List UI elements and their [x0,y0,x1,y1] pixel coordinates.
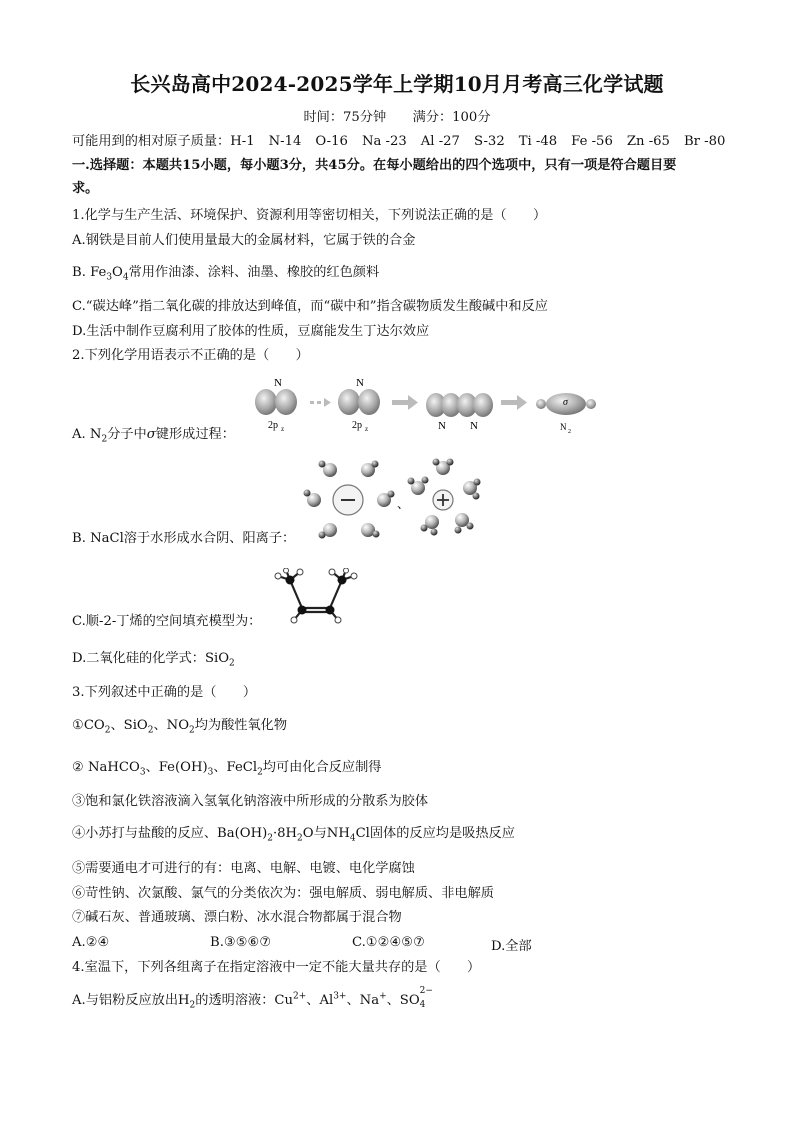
q4-a-mid: 的透明溶液：Cu [195,993,293,1008]
fig-label: N [560,422,567,432]
sigma-small-lobe [536,399,546,409]
q3-s2-sub: 3 [139,767,146,778]
q3-statement-6: ⑥苛性钠、次氯酸、氯气的分类依次为：强电解质、弱电解质、非电解质 [72,886,494,901]
q3-s2-part: 、FeCl [213,760,258,775]
q3-statement-2 [72,760,381,776]
q3-s1-part: 、NO [153,718,190,733]
mass-item: H-1 [230,134,255,149]
hydrogen-atom [275,573,281,579]
q3-option-c: C.①②④⑤⑦ [352,935,425,950]
svg-text:、: 、 [397,497,410,511]
q3-s1-sub: 2 [104,725,111,736]
q1-option-a: A.钢铁是目前人们使用量最大的金属材料，它属于铁的合金 [72,233,416,248]
mass-item: Na -23 [361,134,407,149]
sigma-symbol: σ [146,427,156,442]
q4-a-sub: 2 [189,1000,196,1011]
sodium-ion-icon [433,490,453,510]
mass-item: Br -80 [683,134,726,149]
q4-option-a [72,986,434,1011]
q4-a-prefix: A.与铝粉反应放出H [72,993,190,1008]
q3-s2-part: 、Fe(OH) [145,760,208,775]
p-orbital-lobe [358,389,380,415]
q1-option-c: C.“碳达峰”指二氧化碳的排放达到峰值，而“碳中和”指含碳物质发生酸碱中和反应 [72,299,548,314]
q2-a-rest: 键形成过程： [155,427,235,442]
fig-label: z [365,425,369,433]
hydrogen-atom [351,573,357,579]
q2-option-d [72,651,235,667]
arrow-icon [501,395,527,410]
p-orbital-lobe [255,389,277,415]
carbon-atom [298,606,307,615]
exam-time: 时间：75分钟 [303,110,387,125]
carbon-atom [326,606,335,615]
hydrogen-atom [329,569,335,575]
fig-label: 2 [568,429,571,435]
q2-stem: 2.下列化学用语表示不正确的是（ ） [72,348,309,363]
q1-stem: 1.化学与生产生活、环境保护、资源利用等密切相关，下列说法正确的是（ ） [72,208,547,223]
hydrogen-atom [344,568,349,573]
q3-s4-sub: 2 [267,833,273,844]
q4-so: 、SO [386,993,420,1008]
q2-a-mid: 分子中 [107,427,147,442]
chloride-ion-icon [333,485,363,515]
q3-s2-part: 均可由化合反应制得 [262,760,382,775]
q1-option-d: D.生活中制作豆腐利用了胶体的性质，豆腐能发生丁达尔效应 [72,324,430,339]
q1-b-sub: 3 [106,272,113,283]
q3-option-a: A.②④ [72,935,110,950]
section-instructions-line2: 求。 [72,181,99,196]
q4-cu-charge: 2+ [292,991,307,1002]
mass-item: Ti -48 [518,134,558,149]
q3-s1-part: 均为酸性氧化物 [194,718,288,733]
fig-label: N [470,420,478,432]
q4-na-charge: + [379,991,387,1002]
q1-b-sub: 4 [122,272,129,283]
exam-score: 满分：100分 [412,110,491,125]
q3-statement-7: ⑦碱石灰、普通玻璃、漂白粉、冰水混合物都属于混合物 [72,910,402,925]
p-orbital-lobe [473,393,493,417]
q3-s4-sub: 4 [349,833,356,844]
q3-s4-part: ·8H [272,826,298,841]
mass-item: N-14 [268,134,302,149]
q4-al: 、Al [306,993,334,1008]
section-instructions-line1: 一.选择题：本题共15小题，每小题3分，共45分。在每小题给出的四个选项中，只有一项是符合题目要 [72,158,677,173]
n2-sigma-bond-figure [248,374,608,456]
q3-s4-sub: 2 [297,833,303,844]
q3-statement-5: ⑤需要通电才可进行的有：电离、电解、电镀、电化学腐蚀 [72,861,415,876]
p-orbital-lobe [275,389,297,415]
p-orbital-lobe [338,389,360,415]
q4-so-charge: 2− [419,986,433,996]
atomic-masses [72,134,739,150]
q3-s1-part: ①CO [72,718,105,733]
q3-s1-part: 、SiO [110,718,148,733]
q3-s4-part: O与NH [302,826,350,841]
q4-stem: 4.室温下，下列各组离子在指定溶液中一定不能大量共存的是（ ） [72,960,481,975]
q3-option-d: D.全部 [491,939,532,954]
masses-label: 可能用到的相对原子质量： [72,134,231,149]
q2-option-a [72,427,235,443]
q2-option-b: B. NaCl溶于水形成水合阴、阳离子： [72,531,296,546]
q1-b-prefix: B. [72,265,91,280]
q4-al-charge: 3+ [333,991,347,1002]
q3-statement-3: ③饱和氯化铁溶液滴入氢氧化钠溶液中所形成的分散系为胶体 [72,794,429,809]
q4-sulfate-scripts [419,986,434,1010]
carbon-atom [338,576,347,585]
sigma-small-lobe [586,399,596,409]
exam-title: 长兴岛高中2024-2025学年上学期10月月考高三化学试题 [130,72,664,96]
fig-label: 2p [268,420,278,431]
exam-meta [0,106,794,125]
mass-item: Zn -65 [626,134,670,149]
arrow-icon [392,395,418,410]
q1-b-rest: 常用作油漆、涂料、油墨、橡胶的红色颜料 [128,265,380,280]
q3-option-b: B.③⑤⑥⑦ [210,935,272,950]
fig-label: N [356,377,364,389]
fig-label: N [438,420,446,432]
q2-a-prefix: A. N [72,427,102,442]
hydrated-ions-figure [300,458,490,540]
hydrogen-atom [297,569,303,575]
q3-s1-sub: 2 [189,725,195,736]
hydrogen-atom [284,568,289,573]
q3-s4-part: ④小苏打与盐酸的反应、Ba(OH) [72,826,268,841]
q3-statement-1 [72,718,287,734]
cis-2-butene-model-figure [272,568,364,626]
q1-b-o: O [112,265,123,280]
q3-s2-part: ② NaHCO [72,760,140,775]
q1-b-fe: Fe [90,265,107,280]
mass-item: Al -27 [420,134,460,149]
q4-so-sub: 4 [419,1000,426,1010]
fig-label: 2p [352,420,362,431]
q3-s2-sub: 2 [257,767,263,778]
hydrogen-atom [291,617,297,623]
hydrogen-atom [335,617,341,623]
q2-option-c: C.顺-2-丁烯的空间填充模型为： [72,614,262,629]
fig-label: σ [563,397,568,408]
mass-item: O-16 [315,134,348,149]
carbon-atom [286,576,295,585]
q3-s2-sub: 3 [207,767,214,778]
q3-s1-sub: 2 [147,725,154,736]
dashed-arrow-icon [310,398,331,407]
q2-a-sub: 2 [101,434,108,445]
q3-stem: 3.下列叙述中正确的是（ ） [72,685,257,700]
mass-item: Fe -56 [571,134,613,149]
q1-option-b [72,265,379,281]
mass-item: S-32 [473,134,505,149]
q2-d-prefix: D.二氧化硅的化学式：SiO [72,651,230,666]
fig-label: N [274,377,282,389]
q3-s4-part: Cl固体的反应均是吸热反应 [355,826,515,841]
q4-na: 、Na [346,993,380,1008]
fig-label: z [281,425,285,433]
q2-d-sub: 2 [229,658,235,669]
q3-statement-4 [72,826,515,842]
